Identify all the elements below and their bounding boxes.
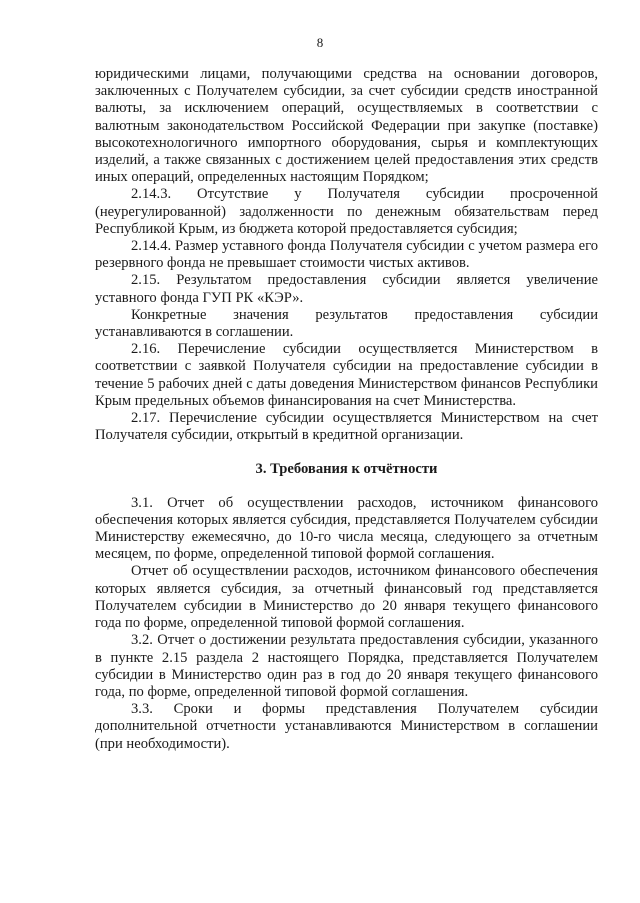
spacer xyxy=(95,479,598,495)
paragraph: 2.15. Результатом предоставления субсидии является увеличение уставного фонда ГУП РК «КЭР». xyxy=(95,272,598,306)
paragraph: Отчет об осуществлении расходов, источником финансового обеспечения которых является субсидия, за отчетный финансовый год представляется Получателем субсидии в Министерство до 20 января текущего финансового года по форме, определенной типовой формой соглашения. xyxy=(95,563,598,632)
paragraph: 3.2. Отчет о достижении результата предоставления субсидии, указанного в пункте 2.15 раздела 2 настоящего Порядка, представляется Получателем субсидии в Министерство один раз в год до 20 января текущего финансового года, по форме, определенной типовой формой соглашения. xyxy=(95,632,598,700)
paragraph: 2.14.3. Отсутствие у Получателя субсидии просроченной (неурегулированной) задолженности по денежным обязательствам перед Республикой Крым, из бюджета которой предоставляется субсидия; xyxy=(95,186,598,237)
paragraph: Конкретные значения результатов предоставления субсидии устанавливаются в соглашении. xyxy=(95,306,598,341)
paragraph: 2.16. Перечисление субсидии осуществляется Министерством в соответствии с заявкой Получателя субсидии на предоставление субсидии в течение 5 рабочих дней с даты доведения Министерством финансов Республики Крым предельных объемов финансирования на счет Министерства. xyxy=(95,341,598,409)
paragraph: 3.3. Сроки и формы представления Получателем субсидии дополнительной отчетности устанавливаются Министерством в соглашении (при необходимости). xyxy=(95,701,598,752)
section-heading: 3. Требования к отчётности xyxy=(255,461,438,478)
spacer xyxy=(95,444,598,461)
paragraph: 3.1. Отчет об осуществлении расходов, источником финансового обеспечения которых является субсидия, представляется Получателем субсидии Министерству ежемесячно, до 10-го числа месяца, следующего за отчетным месяцем, по форме, определенной типовой формой соглашения. xyxy=(95,494,598,563)
page-number: 8 xyxy=(316,35,324,50)
paragraph: 2.17. Перечисление субсидии осуществляется Министерством на счет Получателя субсидии, открытый в кредитной организации. xyxy=(95,410,598,444)
document-body xyxy=(95,66,598,753)
paragraph: юридическими лицами, получающими средства на основании договоров, заключенных с Получателем субсидии, за счет субсидии средств иностранной валюты, за исключением операций, осуществляемых в соответствии с валютным законодательством Российской Федерации при закупке (поставке) высокотехнологичного импортного оборудования, сырья и комплектующих изделий, а также связанных с достижением целей предоставления этих средств иных операций, определенных настоящим Порядком; xyxy=(95,66,598,186)
paragraph: 2.14.4. Размер уставного фонда Получателя субсидии с учетом размера его резервного фонда не превышает стоимости чистых активов. xyxy=(95,238,598,272)
